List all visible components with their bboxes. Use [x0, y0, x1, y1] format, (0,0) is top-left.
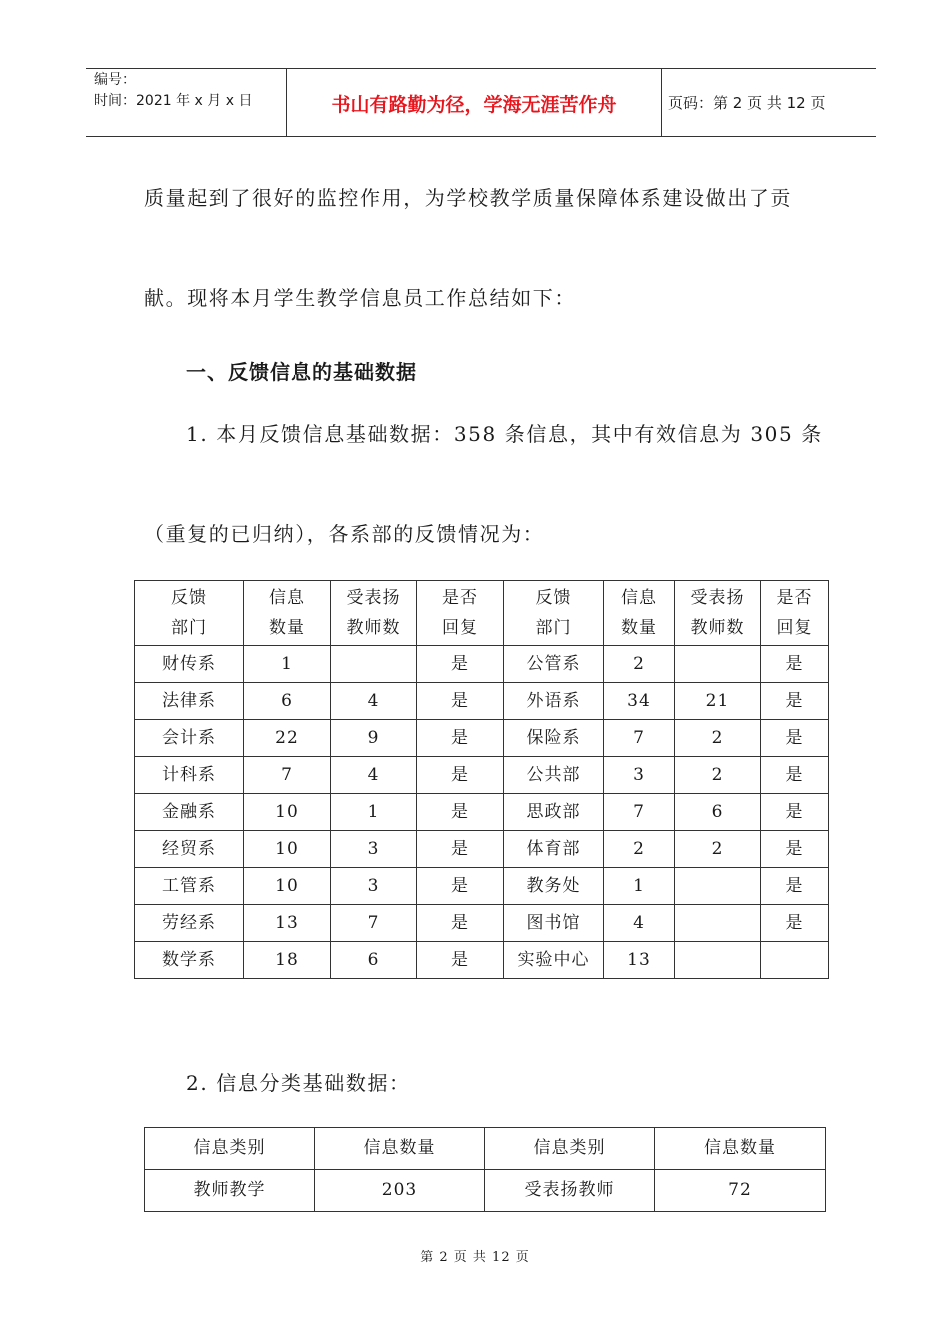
table-row — [135, 683, 829, 720]
header-text: 部门 — [171, 618, 207, 638]
table-cell: 21 — [675, 683, 761, 720]
table-cell: 是 — [417, 942, 504, 979]
info-category-table — [144, 1127, 826, 1212]
table-cell: 6 — [331, 942, 417, 979]
table-header-cell: 信息类别 — [485, 1128, 655, 1170]
header-text: 信息 — [269, 588, 305, 608]
table-cell — [675, 646, 761, 683]
section-heading: 一、反馈信息的基础数据 — [186, 360, 417, 384]
table-cell: 13 — [244, 905, 331, 942]
header-text: 回复 — [442, 618, 478, 638]
table-cell: 图书馆 — [504, 905, 604, 942]
table-cell: 3 — [604, 757, 675, 794]
header-text: 教师数 — [346, 618, 401, 638]
table-cell: 是 — [417, 905, 504, 942]
header-text: 数量 — [621, 618, 657, 638]
table-cell: 4 — [604, 905, 675, 942]
table-cell: 10 — [244, 831, 331, 868]
table-cell: 是 — [417, 868, 504, 905]
table-cell: 2 — [604, 646, 675, 683]
table-row — [135, 720, 829, 757]
table-cell: 7 — [604, 794, 675, 831]
table-cell: 实验中心 — [504, 942, 604, 979]
table-cell: 数学系 — [135, 942, 244, 979]
table-cell: 10 — [244, 794, 331, 831]
table-cell: 4 — [331, 683, 417, 720]
table-cell — [331, 646, 417, 683]
table-row — [135, 646, 829, 683]
table-row — [135, 868, 829, 905]
table-header-cell: 信息数量 — [655, 1128, 826, 1170]
body-line-1: 质量起到了很好的监控作用，为学校教学质量保障体系建设做出了贡 — [144, 186, 792, 210]
table-cell: 外语系 — [504, 683, 604, 720]
table-cell: 是 — [761, 757, 829, 794]
table-cell: 法律系 — [135, 683, 244, 720]
table-cell: 3 — [331, 868, 417, 905]
table-header-cell — [331, 581, 417, 646]
table-cell: 是 — [417, 646, 504, 683]
header-top-rule — [86, 68, 876, 69]
table-cell — [761, 942, 829, 979]
table-header-cell: 信息数量 — [315, 1128, 485, 1170]
table-cell: 是 — [761, 794, 829, 831]
table-cell: 工管系 — [135, 868, 244, 905]
table-cell: 公管系 — [504, 646, 604, 683]
table-cell: 是 — [761, 720, 829, 757]
table-cell: 金融系 — [135, 794, 244, 831]
table-cell: 是 — [761, 905, 829, 942]
table-cell: 7 — [331, 905, 417, 942]
table-cell: 是 — [417, 683, 504, 720]
table-cell: 3 — [331, 831, 417, 868]
body-line-2: 献。现将本月学生教学信息员工作总结如下： — [144, 286, 576, 310]
table-header-cell — [135, 581, 244, 646]
table-cell: 劳经系 — [135, 905, 244, 942]
table-header-cell — [504, 581, 604, 646]
header-bottom-rule — [86, 136, 876, 137]
table-header-row — [145, 1128, 826, 1170]
table-header-cell — [675, 581, 761, 646]
item1-line-1: 1. 本月反馈信息基础数据：358 条信息，其中有效信息为 305 条 — [186, 422, 823, 446]
header-text: 信息 — [621, 588, 657, 608]
table-cell: 公共部 — [504, 757, 604, 794]
table-header-cell — [417, 581, 504, 646]
table-cell: 22 — [244, 720, 331, 757]
table-cell: 1 — [244, 646, 331, 683]
item2-heading: 2. 信息分类基础数据： — [186, 1071, 411, 1095]
table-cell: 是 — [417, 794, 504, 831]
table-cell: 4 — [331, 757, 417, 794]
header-text: 数量 — [269, 618, 305, 638]
header-text: 受表扬 — [690, 588, 745, 608]
table-header-cell — [244, 581, 331, 646]
table-cell: 7 — [604, 720, 675, 757]
header-page-label: 页码：第 2 页 共 12 页 — [668, 94, 826, 112]
header-divider-right — [661, 68, 662, 137]
header-text: 是否 — [776, 588, 813, 608]
header-meta — [94, 70, 252, 112]
table-cell: 是 — [761, 683, 829, 720]
table-cell: 9 — [331, 720, 417, 757]
table-cell — [675, 868, 761, 905]
table-cell — [675, 942, 761, 979]
table-header-cell: 信息类别 — [145, 1128, 315, 1170]
table-cell: 1 — [604, 868, 675, 905]
table-cell: 2 — [675, 757, 761, 794]
table-cell: 会计系 — [135, 720, 244, 757]
table-cell: 经贸系 — [135, 831, 244, 868]
table-cell: 2 — [675, 831, 761, 868]
header-text: 教师数 — [690, 618, 745, 638]
table-cell: 72 — [655, 1170, 826, 1212]
table-cell: 教师教学 — [145, 1170, 315, 1212]
header-text: 部门 — [535, 618, 572, 638]
header-time-label: 时间：2021 年 x 月 x 日 — [94, 93, 253, 109]
page-footer: 第 2 页 共 12 页 — [420, 1250, 530, 1265]
table-cell: 是 — [417, 757, 504, 794]
table-row — [145, 1170, 826, 1212]
table-cell: 2 — [604, 831, 675, 868]
table-cell: 是 — [761, 868, 829, 905]
header-text: 反馈 — [171, 588, 207, 608]
table-cell: 财传系 — [135, 646, 244, 683]
table-cell: 体育部 — [504, 831, 604, 868]
table-cell: 6 — [244, 683, 331, 720]
table-cell: 是 — [417, 831, 504, 868]
header-motto: 书山有路勤为径，学海无涯苦作舟 — [331, 94, 617, 116]
table-header-cell — [761, 581, 829, 646]
table-row — [135, 831, 829, 868]
table-cell: 计科系 — [135, 757, 244, 794]
table-cell: 保险系 — [504, 720, 604, 757]
table-cell: 13 — [604, 942, 675, 979]
table-cell — [675, 905, 761, 942]
table-cell: 2 — [675, 720, 761, 757]
header-text: 受表扬 — [346, 588, 401, 608]
table-row — [135, 942, 829, 979]
header-text: 是否 — [442, 588, 478, 608]
table-cell: 6 — [675, 794, 761, 831]
table-cell: 1 — [331, 794, 417, 831]
table-cell: 203 — [315, 1170, 485, 1212]
table-cell: 受表扬教师 — [485, 1170, 655, 1212]
header-text: 回复 — [776, 618, 813, 638]
table-row — [135, 794, 829, 831]
table-cell: 教务处 — [504, 868, 604, 905]
table-cell: 是 — [417, 720, 504, 757]
table-cell: 是 — [761, 831, 829, 868]
item1-line-2: （重复的已归纳），各系部的反馈情况为： — [144, 522, 545, 546]
table-cell: 7 — [244, 757, 331, 794]
table-header-cell — [604, 581, 675, 646]
table-row — [135, 757, 829, 794]
table-cell: 是 — [761, 646, 829, 683]
table-cell: 18 — [244, 942, 331, 979]
header-text: 反馈 — [535, 588, 572, 608]
table-cell: 34 — [604, 683, 675, 720]
table-header-row — [135, 581, 829, 646]
table-cell: 思政部 — [504, 794, 604, 831]
header-number-label: 编号： — [94, 72, 136, 88]
feedback-by-department-table — [134, 580, 829, 979]
table-cell: 10 — [244, 868, 331, 905]
table-row — [135, 905, 829, 942]
